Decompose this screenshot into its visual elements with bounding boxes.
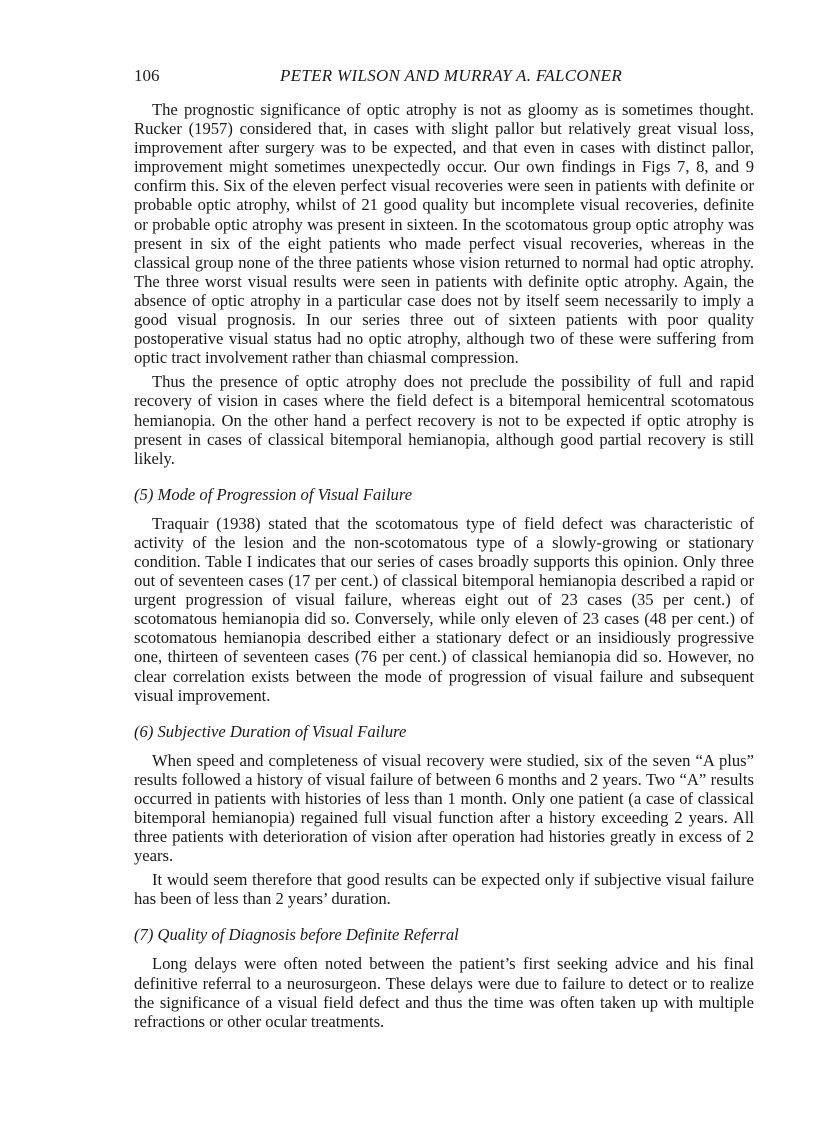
paragraph-optic-atrophy-prognosis: The prognostic significance of optic atrophy is not as gloomy as is sometimes thought. Rucker (1957) considered that, in cases with slight pallor but relatively great visual loss, improvement after surgery was to be expected, and that even in cases with distinct pallor, improvement might sometimes unexpectedly occur. Our own findings in Figs 7, 8, and 9 confirm this. Six of the eleven perfect visual recoveries were seen in patients with definite or probable optic atrophy, whilst of 21 good quality but incomplete visual recoveries, definite or probable optic atrophy was present in sixteen. In the scotomatous group optic atrophy was present in six of the eight patients who made perfect visual recoveries, whereas in the classical group none of the three patients whose vision returned to normal had optic atrophy. The three worst visual results were seen in patients with definite optic atrophy. Again, the absence of optic atrophy in a particular case does not by itself seem necessarily to imply a good visual prognosis. In our series three out of sixteen patients with poor quality postoperative visual status had no optic atrophy, although two of these were suffering from optic tract involvement rather than chiasmal compression. [134,100,754,368]
paragraph-optic-atrophy-conclusion: Thus the presence of optic atrophy does not preclude the possibility of full and rapid recovery of vision in cases where the field defect is a bitemporal hemicentral scotomatous hemianopia. On the other hand a perfect recovery is not to be expected if optic atrophy is present in cases of classical bitemporal hemianopia, although good partial recovery is still likely. [134,372,754,468]
paragraph-duration-conclusion: It would seem therefore that good results can be expected only if subjective visual failure has been of less than 2 years’ duration. [134,870,754,909]
paragraph-subjective-duration: When speed and completeness of visual recovery were studied, six of the seven “A plus” results followed a history of visual failure of between 6 months and 2 years. Two “A” results occurred in patients with histories of less than 1 month. Only one patient (a case of classical bitemporal hemianopia) regained full visual function after a history exceeding 2 years. All three patients with deterioration of vision after operation had histories greatly in excess of 2 years. [134,750,754,866]
section-heading-quality-of-diagnosis: (7) Quality of Diagnosis before Definite Referral [134,925,459,945]
section-heading-subjective-duration: (6) Subjective Duration of Visual Failure [134,721,407,741]
paragraph-quality-of-diagnosis: Long delays were often noted between the patient’s first seeking advice and his final definitive referral to a neurosurgeon. These delays were due to failure to detect or to realize the significance of a visual field defect and thus the time was often taken up with multiple refractions or other ocular treatments. [134,954,754,1031]
section-heading-mode-of-progression: (5) Mode of Progression of Visual Failure [134,484,413,504]
paragraph-mode-of-progression: Traquair (1938) stated that the scotomatous type of field defect was characteristic of activity of the lesion and the non-scotomatous type of a slowly-growing or stationary condition. Table I indicates that our series of cases broadly supports this opinion. Only three out of seventeen cases (17 per cent.) of classical bitemporal hemianopia described a rapid or urgent progression of visual failure, whereas eight out of 23 cases (35 per cent.) of scotomatous hemianopia did so. Conversely, while only eleven of 23 cases (48 per cent.) of scotomatous hemianopia described either a stationary defect or an insidiously progressive one, thirteen of seventeen cases (76 per cent.) of classical hemianopia did so. However, no clear correlation exists between the mode of progression of visual failure and subsequent visual improvement. [134,513,754,705]
page [134,66,754,1031]
running-head [134,66,754,90]
page-number: 106 [134,66,160,85]
running-title: PETER WILSON AND MURRAY A. FALCONER [279,66,623,85]
